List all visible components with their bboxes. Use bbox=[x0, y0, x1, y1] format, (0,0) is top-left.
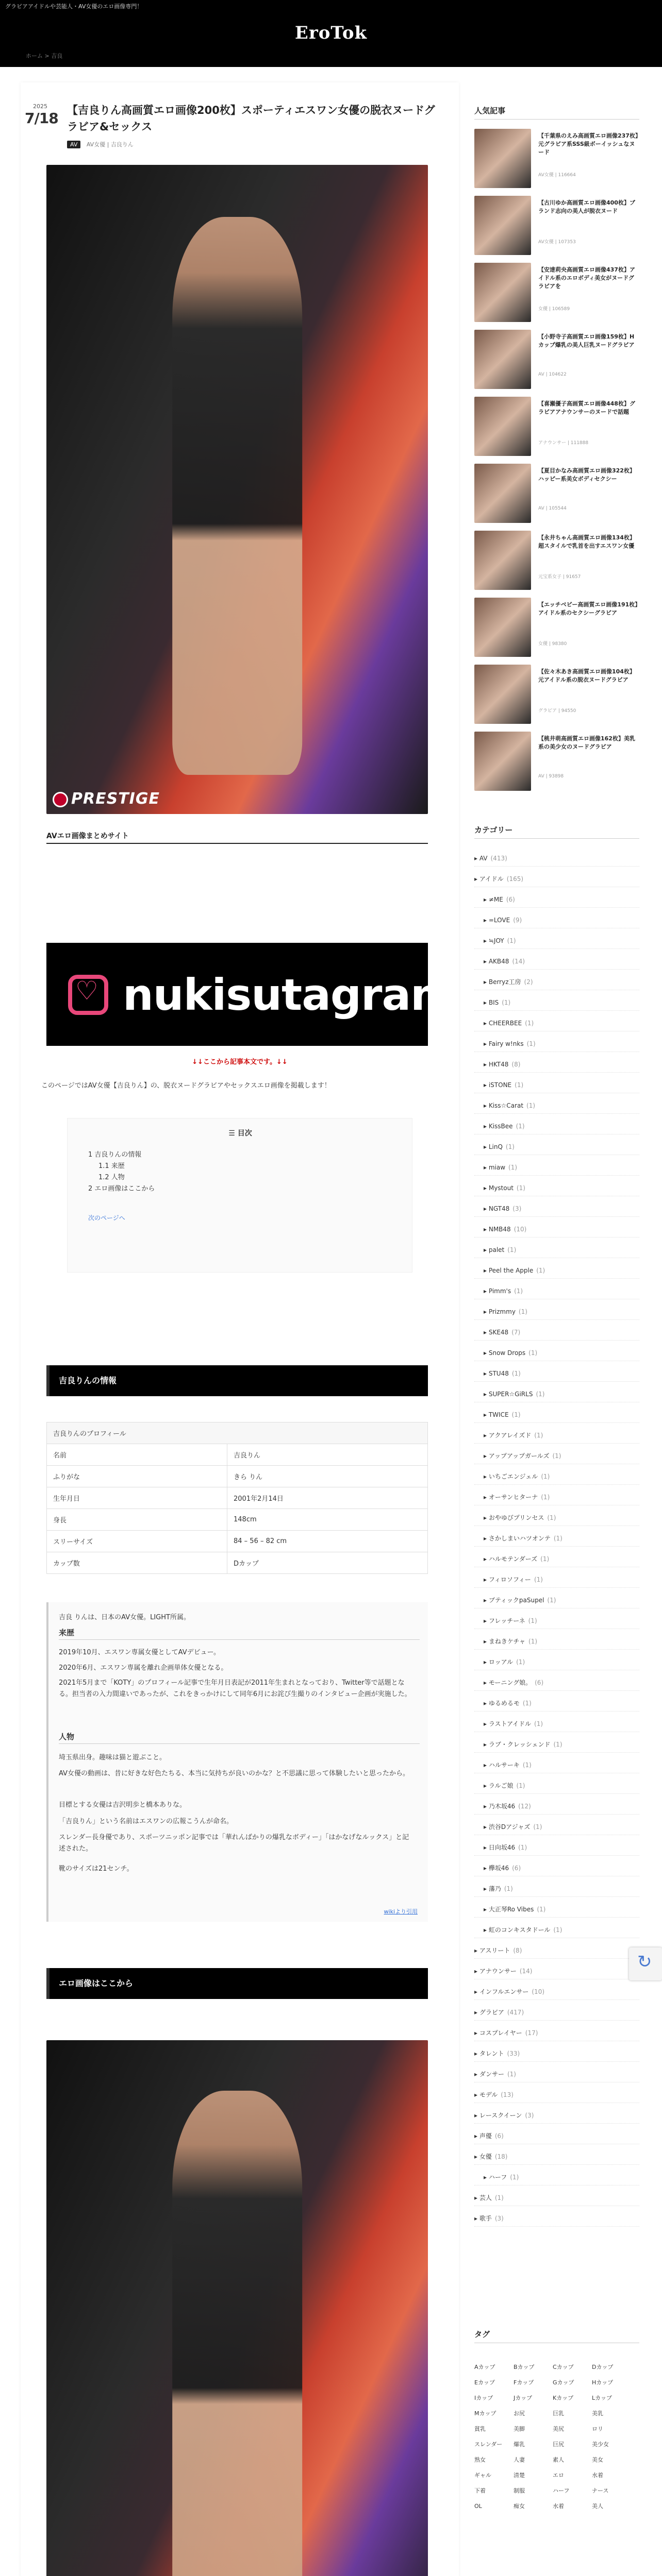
folder-icon: ▸ bbox=[484, 1226, 489, 1233]
post-tag-badge[interactable]: AV bbox=[67, 141, 80, 148]
profile-heading: 吉良りんの情報 bbox=[46, 1365, 428, 1396]
folder-icon: ▸ bbox=[484, 1040, 489, 1047]
folder-icon: ▸ bbox=[484, 1473, 489, 1480]
category-item[interactable]: ▸ 歌手 (3) bbox=[474, 2210, 639, 2227]
tag-link[interactable]: 貧乳 bbox=[474, 2426, 486, 2432]
table-of-contents bbox=[67, 1118, 412, 1273]
tag-link[interactable]: 水着 bbox=[553, 2503, 564, 2510]
category-item[interactable]: ▸ AV (413) bbox=[474, 850, 639, 867]
ranking-thumbnail[interactable] bbox=[474, 598, 531, 657]
list-icon: ☰ bbox=[228, 1129, 238, 1138]
ranking-item-title[interactable]: 【小野寺子高画質エロ画像159枚】Hカップ爆乳の美人巨乳ヌードグラビア bbox=[538, 333, 635, 348]
folder-icon: ▸ bbox=[474, 855, 479, 862]
category-item[interactable]: ▸ SUPER☆GiRLS (1) bbox=[474, 1386, 639, 1402]
tag-link[interactable]: Iカップ bbox=[474, 2395, 493, 2401]
folder-icon: ▸ bbox=[484, 1844, 489, 1851]
category-item[interactable]: ▸ 芸人 (1) bbox=[474, 2190, 639, 2206]
category-item[interactable]: ▸ まねきケチャ (1) bbox=[474, 1633, 639, 1650]
category-item[interactable]: ▸ さかしまいハツオンテ (1) bbox=[474, 1530, 639, 1547]
site-tagline: グラビアアイドルや芸能人・AV女優のエロ画像専門！ bbox=[5, 3, 143, 10]
folder-icon: ▸ bbox=[484, 1308, 489, 1315]
category-item[interactable]: ▸ Mystout (1) bbox=[474, 1180, 639, 1196]
category-item[interactable]: ▸ Prizmmy (1) bbox=[474, 1303, 639, 1320]
ranking-title: 人気記事 bbox=[474, 105, 639, 120]
category-item[interactable]: ▸ ≠ME (6) bbox=[474, 891, 639, 908]
category-item[interactable]: ▸ iSTONE (1) bbox=[474, 1077, 639, 1093]
tag-link[interactable]: 素人 bbox=[553, 2456, 564, 2463]
post-categories[interactable]: AV女優 | 吉良りん bbox=[86, 141, 134, 148]
category-item[interactable]: ▸ LinQ (1) bbox=[474, 1139, 639, 1155]
category-item[interactable]: ▸ =LOVE (9) bbox=[474, 912, 639, 928]
ranking-item-meta: 女優 | 98380 bbox=[538, 641, 567, 647]
article-start-link[interactable]: ↓↓ここから記事本文です。↓↓ bbox=[192, 1058, 288, 1066]
folder-icon: ▸ bbox=[484, 1102, 489, 1109]
ranking-thumbnail[interactable] bbox=[474, 665, 531, 724]
ranking-item-meta: AV女優 | 107353 bbox=[538, 240, 576, 245]
tag-link[interactable]: Aカップ bbox=[474, 2364, 495, 2370]
nukisutagram-banner[interactable] bbox=[46, 943, 455, 1046]
category-item[interactable]: ▸ アクアレイズド (1) bbox=[474, 1427, 639, 1444]
category-item[interactable]: ▸ 女優 (18) bbox=[474, 2148, 639, 2165]
folder-icon: ▸ bbox=[484, 1761, 489, 1769]
category-item[interactable]: ▸ HKT48 (8) bbox=[474, 1056, 639, 1073]
category-title: カテゴリー bbox=[474, 824, 639, 839]
category-item[interactable]: ▸ STU48 (1) bbox=[474, 1365, 639, 1382]
folder-icon: ▸ bbox=[484, 1391, 489, 1398]
ranking-item-meta: AV | 105544 bbox=[538, 506, 567, 511]
category-item[interactable]: ▸ いちごエンジェル (1) bbox=[474, 1468, 639, 1485]
category-item[interactable]: ▸ モーニング娘。 (6) bbox=[474, 1674, 639, 1691]
ranking-item[interactable] bbox=[474, 598, 639, 659]
folder-icon: ▸ bbox=[484, 1741, 489, 1748]
tag-link[interactable]: Mカップ bbox=[474, 2410, 496, 2417]
folder-icon: ▸ bbox=[484, 1700, 489, 1707]
ranking-thumbnail[interactable] bbox=[474, 531, 531, 590]
category-item[interactable]: ▸ モデル (13) bbox=[474, 2087, 639, 2103]
ranking-item-meta: AV | 93898 bbox=[538, 774, 564, 779]
folder-icon: ▸ bbox=[484, 1597, 489, 1604]
folder-icon: ▸ bbox=[474, 2029, 479, 2037]
tag-link[interactable]: Kカップ bbox=[553, 2395, 574, 2401]
category-item[interactable]: ▸ アスリート (8) bbox=[474, 1942, 639, 1959]
table-row: 身長 148cm bbox=[47, 1509, 428, 1531]
folder-icon: ▸ bbox=[484, 1617, 489, 1624]
tag-title: タグ bbox=[474, 2329, 639, 2343]
tag-link[interactable]: Jカップ bbox=[514, 2395, 533, 2401]
tag-link[interactable]: 美人 bbox=[592, 2503, 603, 2510]
ranking-thumbnail[interactable] bbox=[474, 263, 531, 322]
category-item[interactable]: ▸ BIS (1) bbox=[474, 994, 639, 1011]
main-content bbox=[21, 82, 459, 2576]
folder-icon: ▸ bbox=[484, 1020, 489, 1027]
site-logo[interactable]: EroTok bbox=[294, 23, 368, 43]
model-figure bbox=[172, 2091, 302, 2576]
folder-icon: ▸ bbox=[474, 2009, 479, 2016]
folder-icon: ▸ bbox=[474, 2050, 479, 2057]
post-year: 2025 bbox=[33, 103, 47, 110]
tag-link[interactable]: 巨尻 bbox=[553, 2441, 564, 2448]
folder-icon: ▸ bbox=[484, 1246, 489, 1253]
tag-link[interactable]: 美女 bbox=[592, 2456, 603, 2463]
folder-icon: ▸ bbox=[484, 1885, 489, 1892]
folder-icon: ▸ bbox=[484, 1555, 489, 1563]
tag-link[interactable]: Lカップ bbox=[592, 2395, 613, 2401]
folder-icon: ▸ bbox=[484, 1205, 489, 1212]
category-item[interactable]: ▸ KissBee (1) bbox=[474, 1118, 639, 1134]
folder-icon: ▸ bbox=[484, 1803, 489, 1810]
ranking-item[interactable] bbox=[474, 732, 639, 793]
folder-icon: ▸ bbox=[474, 1947, 479, 1954]
folder-icon: ▸ bbox=[484, 937, 489, 944]
bio-paragraph: 目標とする女優は吉沢明歩と橋本ありな。 bbox=[59, 1801, 187, 1809]
post-meta bbox=[67, 140, 134, 148]
folder-icon: ▸ bbox=[484, 1514, 489, 1521]
tag-link[interactable]: Fカップ bbox=[514, 2379, 534, 2386]
tag-link[interactable]: スレンダー bbox=[474, 2441, 503, 2448]
folder-icon: ▸ bbox=[484, 1576, 489, 1583]
tag-link[interactable]: 下着 bbox=[474, 2487, 486, 2494]
tag-link[interactable]: OL bbox=[474, 2503, 482, 2510]
folder-icon: ▸ bbox=[484, 917, 489, 924]
table-row: 名前 吉良りん bbox=[47, 1444, 428, 1466]
category-item[interactable]: ▸ ブティックpaSupel (1) bbox=[474, 1592, 639, 1608]
category-item[interactable]: ▸ ラブ・クレッシェンド (1) bbox=[474, 1736, 639, 1753]
category-item[interactable]: ▸ Pimm's (1) bbox=[474, 1283, 639, 1299]
tag-link[interactable]: Cカップ bbox=[553, 2364, 574, 2370]
model-figure bbox=[172, 217, 302, 775]
category-item[interactable]: ▸ Peel the Apple (1) bbox=[474, 1262, 639, 1279]
ranking-item[interactable] bbox=[474, 531, 639, 592]
affiliate-heading: AVエロ画像まとめサイト bbox=[46, 831, 428, 844]
hero-photo[interactable] bbox=[46, 165, 428, 814]
folder-icon: ▸ bbox=[474, 1988, 479, 1995]
ranking-item-title[interactable]: 【佐々木あき高画質エロ画像104枚】元アイドル系の脱衣ヌードグラビア bbox=[538, 668, 635, 683]
bio-paragraph: 2020年6月、エスワン専属を離れ企画単体女優となる。 bbox=[59, 1664, 228, 1672]
bio-heading-person: 人物 bbox=[59, 1731, 420, 1744]
category-item[interactable]: ▸ ゆるめるモ (1) bbox=[474, 1695, 639, 1711]
ranking-thumbnail[interactable] bbox=[474, 330, 531, 389]
folder-icon: ▸ bbox=[474, 875, 479, 883]
ranking-item-title[interactable]: 【夏目かなみ高画質エロ画像322枚】ハッピー系美女ボディセクシー bbox=[538, 467, 635, 482]
category-item[interactable]: ▸ CHEERBEE (1) bbox=[474, 1015, 639, 1031]
tag-link[interactable]: Hカップ bbox=[592, 2379, 614, 2386]
folder-icon: ▸ bbox=[484, 1906, 489, 1913]
page-layout bbox=[21, 82, 641, 2576]
breadcrumb[interactable]: ホーム > 吉良 bbox=[26, 53, 63, 59]
category-item[interactable]: ▸ アップアップガールズ (1) bbox=[474, 1448, 639, 1464]
toc-item[interactable]: 2 エロ画像はここから bbox=[88, 1185, 155, 1193]
intro-text: このページではAV女優【吉良りん】の、脱衣ヌードグラビアやセックスエロ画像を掲載します！ bbox=[41, 1082, 331, 1090]
tag-link[interactable]: 美尻 bbox=[553, 2426, 564, 2432]
folder-icon: ▸ bbox=[484, 1123, 489, 1130]
folder-icon: ▸ bbox=[474, 2071, 479, 2078]
category-item[interactable]: ▸ グラビア (417) bbox=[474, 2004, 639, 2021]
category-item[interactable]: ▸ ダンサー (1) bbox=[474, 2066, 639, 2082]
category-item[interactable]: ▸ Snow Drops (1) bbox=[474, 1345, 639, 1361]
ranking-item-title[interactable]: 【桃井萌高画質エロ画像162枚】美乳系の美少女のヌードグラビア bbox=[538, 735, 635, 750]
folder-icon: ▸ bbox=[484, 1452, 489, 1460]
ranking-thumbnail[interactable] bbox=[474, 196, 531, 255]
site-header bbox=[0, 0, 662, 67]
bio-paragraph: 埼玉県出身。趣味は猫と遊ぶこと。 bbox=[59, 1754, 167, 1761]
ranking-item-meta: グラビア | 94550 bbox=[538, 708, 576, 714]
ranking-thumbnail[interactable] bbox=[474, 464, 531, 523]
folder-icon: ▸ bbox=[484, 1349, 489, 1357]
category-item[interactable]: ▸ TWICE (1) bbox=[474, 1406, 639, 1423]
tag-link[interactable]: ロリ bbox=[592, 2426, 603, 2432]
ranking-item-meta: アナウンサー | 111888 bbox=[538, 440, 589, 446]
bio-paragraph: スレンダー長身優であり、スポーツニッポン記事では「華れんばかりの爆乳なボディー」「はかなげなルックス」と記述された。 bbox=[59, 1834, 409, 1853]
bio-paragraph: 2019年10月、エスワン専属女優としてAVデビュー。 bbox=[59, 1649, 221, 1656]
tag-link[interactable]: 美少女 bbox=[592, 2441, 609, 2448]
category-item[interactable]: ▸ ラルご娘 (1) bbox=[474, 1777, 639, 1794]
ranking-item-title[interactable]: 【エッチベビー高画質エロ画像191枚】アイドル系のセクシーグラビア bbox=[538, 601, 638, 616]
post-title: 【吉良りん高画質エロ画像200枚】スポーティエスワン女優の脱衣ヌードグラビア&セックス bbox=[67, 104, 435, 133]
tag-link[interactable]: 熟女 bbox=[474, 2456, 486, 2463]
folder-icon: ▸ bbox=[484, 1926, 489, 1934]
category-item[interactable]: ▸ フレッチーネ (1) bbox=[474, 1613, 639, 1629]
category-item[interactable]: ▸ フィロソフィー (1) bbox=[474, 1571, 639, 1588]
folder-icon: ▸ bbox=[484, 1658, 489, 1666]
table-row: ふりがな きら りん bbox=[47, 1466, 428, 1487]
category-item[interactable]: ▸ Fairy w!nks (1) bbox=[474, 1036, 639, 1052]
tag-link[interactable]: 美脚 bbox=[514, 2426, 525, 2432]
bio-paragraph: 「吉良りん」という名前はエスワンの広報こうんが命名。 bbox=[59, 1818, 234, 1825]
ranking-item-meta: 女優 | 106589 bbox=[538, 307, 570, 312]
category-item[interactable]: ▸ ハルサーキ (1) bbox=[474, 1757, 639, 1773]
folder-icon: ▸ bbox=[484, 999, 489, 1006]
ranking-item-meta: AV女優 | 116664 bbox=[538, 173, 576, 178]
tag-link[interactable]: エロ bbox=[553, 2472, 564, 2479]
folder-icon: ▸ bbox=[484, 1411, 489, 1418]
folder-icon: ▸ bbox=[484, 978, 489, 986]
folder-icon: ▸ bbox=[484, 896, 489, 903]
folder-icon: ▸ bbox=[474, 2132, 479, 2140]
tag-link[interactable]: 制服 bbox=[514, 2487, 525, 2494]
wiki-source-link[interactable]: wikiより引用 bbox=[384, 1908, 418, 1915]
tag-link[interactable]: Eカップ bbox=[474, 2379, 495, 2386]
folder-icon: ▸ bbox=[474, 2091, 479, 2098]
bio-lead: 吉良 りんは、日本のAV女優。LIGHT所属。 bbox=[59, 1614, 190, 1621]
tag-link[interactable]: ハーフ bbox=[553, 2487, 570, 2494]
category-item[interactable]: ▸ 虹のコンキスタドール (1) bbox=[474, 1922, 639, 1938]
folder-icon: ▸ bbox=[474, 2153, 479, 2160]
table-row: スリーサイズ 84 – 56 – 82 cm bbox=[47, 1531, 428, 1552]
tag-link[interactable]: ギャル bbox=[474, 2472, 491, 2479]
toc-item[interactable]: 1.2 人物 bbox=[98, 1174, 125, 1181]
folder-icon: ▸ bbox=[484, 1494, 489, 1501]
folder-icon: ▸ bbox=[484, 1061, 489, 1068]
tag-link[interactable]: Gカップ bbox=[553, 2379, 574, 2386]
post-date bbox=[25, 103, 56, 127]
ranking-item[interactable] bbox=[474, 196, 639, 258]
folder-icon: ▸ bbox=[484, 958, 489, 965]
tag-cloud bbox=[474, 2360, 639, 2514]
category-item[interactable]: ▸ palet (1) bbox=[474, 1242, 639, 1258]
ranking-item-meta: AV | 104622 bbox=[538, 372, 567, 377]
ranking-item[interactable] bbox=[474, 330, 639, 392]
category-item[interactable]: ▸ 大正琴Ro Vibes (1) bbox=[474, 1901, 639, 1918]
category-item[interactable]: ▸ AKB48 (14) bbox=[474, 953, 639, 970]
table-row: 生年月日 2001年2月14日 bbox=[47, 1487, 428, 1509]
banner-text: nukisutagram bbox=[123, 970, 455, 1020]
folder-icon: ▸ bbox=[484, 1287, 489, 1295]
folder-icon: ▸ bbox=[484, 1143, 489, 1150]
profile-table bbox=[46, 1422, 428, 1574]
category-item[interactable]: ▸ 渋谷Dアジャズ (1) bbox=[474, 1819, 639, 1835]
folder-icon: ▸ bbox=[484, 1720, 489, 1727]
folder-icon: ▸ bbox=[474, 2194, 479, 2201]
folder-icon: ▸ bbox=[484, 1823, 489, 1831]
ranking-item-meta: 元宝系女子 | 91657 bbox=[538, 574, 581, 580]
folder-icon: ▸ bbox=[474, 2215, 479, 2222]
tag-link[interactable]: 痴女 bbox=[514, 2503, 525, 2510]
category-item[interactable]: ▸ おやゆびプリンセス (1) bbox=[474, 1510, 639, 1526]
category-item[interactable]: ▸ Berryz工房 (2) bbox=[474, 974, 639, 990]
bio-heading-history: 来歴 bbox=[59, 1627, 420, 1640]
bio-paragraph: 靴のサイズは21センチ。 bbox=[59, 1865, 134, 1873]
tag-link[interactable]: Bカップ bbox=[514, 2364, 535, 2370]
bio-quote bbox=[46, 1602, 428, 1922]
folder-icon: ▸ bbox=[484, 1184, 489, 1192]
prestige-logo: PRESTIGE bbox=[53, 790, 160, 808]
ranking-thumbnail[interactable] bbox=[474, 397, 531, 456]
folder-icon: ▸ bbox=[484, 1370, 489, 1377]
category-item[interactable]: ▸ コスプレイヤー (17) bbox=[474, 2025, 639, 2041]
ranking-item-title[interactable]: 【古川ゆか高画質エロ画像400枚】ブランド志向の美人が脱衣ヌード bbox=[538, 199, 635, 214]
folder-icon: ▸ bbox=[474, 2112, 479, 2119]
ranking-item[interactable] bbox=[474, 665, 639, 726]
category-item[interactable]: ▸ ハルモテンダーズ (1) bbox=[474, 1551, 639, 1567]
toc-list bbox=[88, 1149, 155, 1195]
folder-icon: ▸ bbox=[484, 1164, 489, 1171]
tag-link[interactable]: ナース bbox=[592, 2487, 609, 2494]
folder-icon: ▸ bbox=[484, 2174, 489, 2181]
post-day: 7/18 bbox=[25, 110, 58, 127]
tag-link[interactable]: 巨乳 bbox=[553, 2410, 564, 2417]
category-item[interactable]: ▸ ラストアイドル (1) bbox=[474, 1716, 639, 1732]
gallery-photo-1[interactable] bbox=[46, 2040, 428, 2576]
folder-icon: ▸ bbox=[474, 1968, 479, 1975]
next-page-link[interactable]: 次のページへ bbox=[88, 1214, 125, 1222]
tag-link[interactable]: 水着 bbox=[592, 2472, 603, 2479]
category-item[interactable]: ▸ Kiss☆Carat (1) bbox=[474, 1097, 639, 1114]
table-row: カップ数 Dカップ bbox=[47, 1552, 428, 1574]
ranking-item-title[interactable]: 【安達莉央高画質エロ画像437枚】アイドル系のエロボディ美女がヌードグラビアを bbox=[538, 266, 635, 290]
sidebar bbox=[474, 82, 639, 2576]
tag-link[interactable]: 清楚 bbox=[514, 2472, 525, 2479]
category-item[interactable]: ▸ ≒JOY (1) bbox=[474, 933, 639, 949]
table-row bbox=[47, 1422, 428, 1444]
category-item[interactable]: ▸ ロッアル (1) bbox=[474, 1654, 639, 1670]
folder-icon: ▸ bbox=[484, 1865, 489, 1872]
ranking-thumbnail[interactable] bbox=[474, 129, 531, 188]
category-item[interactable]: ▸ 日向坂46 (1) bbox=[474, 1839, 639, 1856]
category-item[interactable]: ▸ インフルエンサー (10) bbox=[474, 1984, 639, 2000]
category-item[interactable]: ▸ 声優 (6) bbox=[474, 2128, 639, 2144]
category-item[interactable]: ▸ タレント (33) bbox=[474, 2045, 639, 2062]
ranking-item[interactable] bbox=[474, 263, 639, 325]
bio-paragraph: 2021年5月まで「KOTY」のプロフィール記事で生年月日表記が2011年生まれとなっており、Twitter等で話題となる。担当者の入力間違いであったが、これをきっかけにして同年6月にお詫び生撮りのインタビュー企画が実施した。 bbox=[59, 1679, 411, 1698]
gallery-heading: エロ画像はここから bbox=[46, 1968, 428, 1999]
category-item[interactable]: ▸ オーサンヒターナ (1) bbox=[474, 1489, 639, 1505]
folder-icon: ▸ bbox=[484, 1267, 489, 1274]
category-item[interactable]: ▸ SKE48 (7) bbox=[474, 1324, 639, 1341]
ranking-item-title[interactable]: 【永井ちゃん高画質エロ画像134枚】超スタイルで乳首を出すエスワン女優 bbox=[538, 534, 635, 549]
toc-item[interactable]: 1.1 来歴 bbox=[98, 1162, 125, 1170]
category-item[interactable]: ▸ アイドル (165) bbox=[474, 871, 639, 887]
category-item[interactable]: ▸ 乃木坂46 (12) bbox=[474, 1798, 639, 1815]
category-item[interactable]: ▸ NMB48 (10) bbox=[474, 1221, 639, 1238]
tag-link[interactable]: お尻 bbox=[514, 2410, 525, 2417]
tag-link[interactable]: 人妻 bbox=[514, 2456, 525, 2463]
toc-title: ☰ 目次 bbox=[228, 1129, 252, 1138]
tag-link[interactable]: 美乳 bbox=[592, 2410, 603, 2417]
category-item[interactable]: ▸ 藩乃 (1) bbox=[474, 1880, 639, 1897]
toc-item[interactable]: 1 吉良りんの情報 bbox=[88, 1151, 142, 1159]
ranking-item[interactable] bbox=[474, 129, 639, 191]
recaptcha-badge[interactable] bbox=[629, 1947, 662, 1980]
folder-icon: ▸ bbox=[484, 1329, 489, 1336]
folder-icon: ▸ bbox=[484, 1081, 489, 1089]
category-item[interactable]: ▸ ハーフ (1) bbox=[474, 2169, 639, 2185]
tag-link[interactable]: Dカップ bbox=[592, 2364, 614, 2370]
ranking-item[interactable] bbox=[474, 464, 639, 526]
heart-logo-icon bbox=[68, 975, 108, 1015]
ranking-item[interactable] bbox=[474, 397, 639, 459]
category-item[interactable]: ▸ NGT48 (3) bbox=[474, 1200, 639, 1217]
folder-icon: ▸ bbox=[484, 1432, 489, 1439]
category-item[interactable]: ▸ 欅坂46 (6) bbox=[474, 1860, 639, 1876]
folder-icon: ▸ bbox=[484, 1782, 489, 1789]
folder-icon: ▸ bbox=[484, 1679, 489, 1686]
category-item[interactable]: ▸ アナウンサー (14) bbox=[474, 1963, 639, 1979]
bio-paragraph: AV女優の動画は、昔に好きな好色たちる、本当に気持ちが良いのかな？と不思議に思って体験したいと思ったから。 bbox=[59, 1770, 409, 1777]
category-item[interactable]: ▸ miaw (1) bbox=[474, 1159, 639, 1176]
tag-link[interactable]: 爆乳 bbox=[514, 2441, 525, 2448]
folder-icon: ▸ bbox=[484, 1638, 489, 1645]
profile-caption: 吉良りんのプロフィール bbox=[47, 1422, 428, 1444]
ranking-item-title[interactable]: 【喜瀬優子高画質エロ画像448枚】グラビアアナウンサーのヌードで話題 bbox=[538, 400, 635, 415]
ranking-item-title[interactable]: 【千葉県のえみ高画質エロ画像237枚】元グラビア系SSS級ボーイッシュなヌード bbox=[538, 132, 638, 156]
ranking-thumbnail[interactable] bbox=[474, 732, 531, 791]
folder-icon: ▸ bbox=[484, 1535, 489, 1542]
category-item[interactable]: ▸ レースクイーン (3) bbox=[474, 2107, 639, 2124]
